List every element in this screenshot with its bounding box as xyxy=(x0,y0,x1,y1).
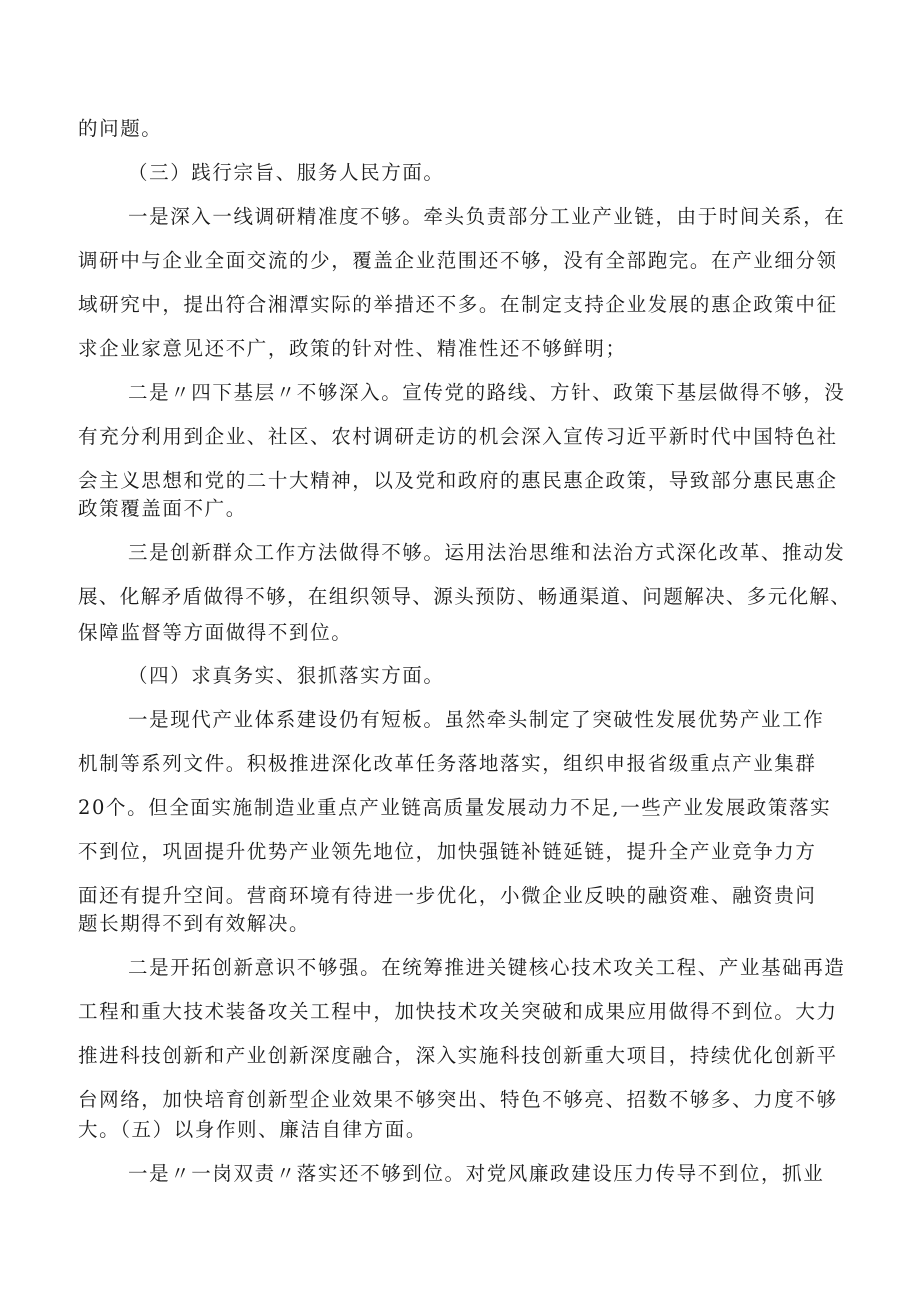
text-line: 20个。但全面实施制造业重点产业链高质量发展动力不足,一些产业发展政策落实 xyxy=(78,796,832,819)
text-line: 会主义思想和党的二十大精神，以及党和政府的惠民惠企政策，导致部分惠民惠企 xyxy=(78,469,838,492)
text-line: 题长期得不到有效解决。 xyxy=(78,912,311,935)
text-line: 求企业家意见还不广，政策的针对性、精准性还不够鲜明； xyxy=(78,337,627,360)
text-line: 一是深入一线调研精准度不够。牵头负责部分工业产业链，由于时间关系，在 xyxy=(128,205,846,228)
section-heading: （四）求真务实、狠抓落实方面。 xyxy=(128,664,445,687)
text-line: 工程和重大技术装备攻关工程中，加快技术攻关突破和成果应用做得不到位。大力 xyxy=(78,1000,838,1023)
section-heading: （三）践行宗旨、服务人民方面。 xyxy=(128,161,445,184)
text-line: 政策覆盖面不广。 xyxy=(78,497,247,520)
text-line: 保障监督等方面做得不到位。 xyxy=(78,621,353,644)
text-line: 面还有提升空间。营商环境有待进一步优化，小微企业反映的融资难、融资贵问 xyxy=(78,884,817,907)
text-line: 展、化解矛盾做得不够，在组织领导、源头预防、畅通渠道、问题解决、多元化解、 xyxy=(78,585,852,608)
text-line: 二是〃四下基层〃不够深入。宣传党的路线、方针、政策下基层做得不够，没 xyxy=(128,381,846,404)
text-line: 二是开拓创新意识不够强。在统筹推进关键核心技术攻关工程、产业基础再造 xyxy=(128,956,846,979)
text-line: 一是〃一岗双责〃落实还不够到位。对党风廉政建设压力传导不到位，抓业 xyxy=(128,1162,825,1185)
text-line: 调研中与企业全面交流的少，覆盖企业范围还不够，没有全部跑完。在产业细分领 xyxy=(78,249,838,272)
text-line: 一是现代产业体系建设仍有短板。虽然牵头制定了突破性发展优势产业工作 xyxy=(128,708,825,731)
text-line: 的问题。 xyxy=(78,117,163,140)
text-line: 三是创新群众工作方法做得不够。运用法治思维和法治方式深化改革、推动发 xyxy=(128,541,846,564)
text-line: 有充分利用到企业、社区、农村调研走访的机会深入宣传习近平新时代中国特色社 xyxy=(78,425,838,448)
text-line: 大。（五）以身作则、廉洁自律方面。 xyxy=(78,1118,427,1141)
text-line: 域研究中，提出符合湘潭实际的举措还不多。在制定支持企业发展的惠企政策中征 xyxy=(78,293,838,316)
text-line: 台网络，加快培育创新型企业效果不够突出、特色不够亮、招数不够多、力度不够 xyxy=(78,1088,838,1111)
text-line: 不到位，巩固提升优势产业领先地位，加快强链补链延链，提升全产业竞争力方 xyxy=(78,840,817,863)
text-line: 机制等系列文件。积极推进深化改革任务落地落实，组织申报省级重点产业集群 xyxy=(78,752,817,775)
text-line: 推进科技创新和产业创新深度融合，深入实施科技创新重大项目，持续优化创新平 xyxy=(78,1044,838,1067)
